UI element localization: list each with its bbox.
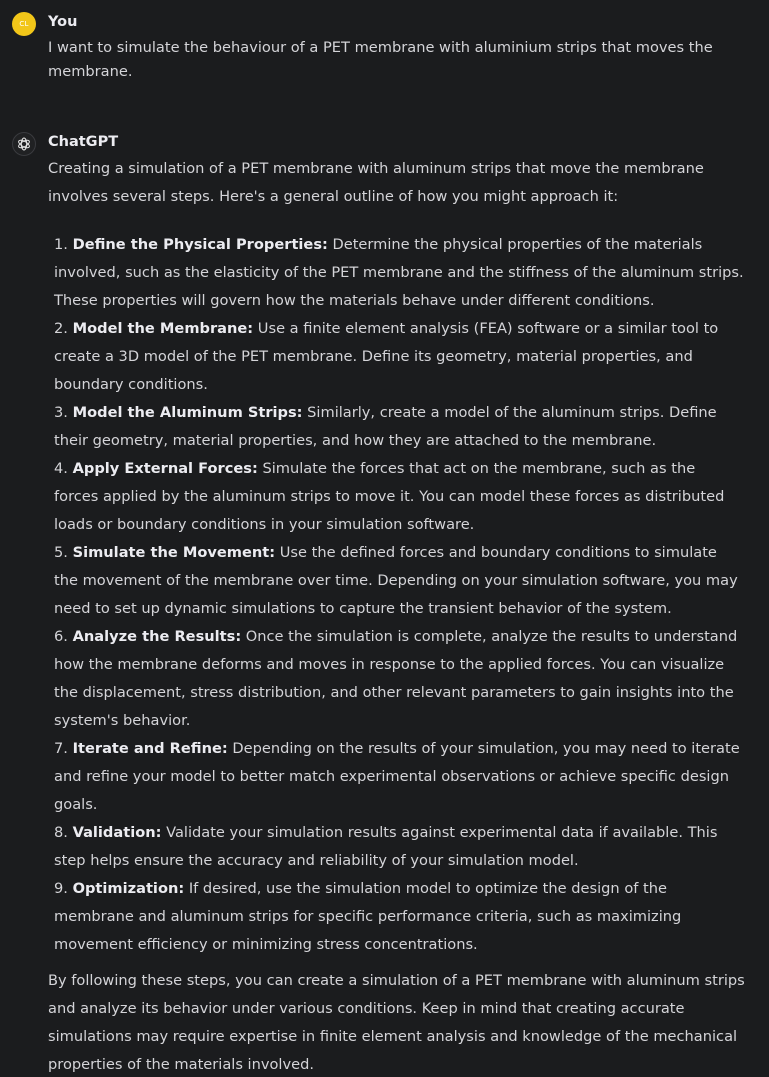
- step-body: Depending on the results of your simulation, you may need to iterate and refine your model to better match experimental observations or achieve specific design goals.: [54, 740, 740, 813]
- step-body: Simulate the forces that act on the membrane, such as the forces applied by the aluminum strips to move it. You can model these forces as distributed loads or boundary conditions in your simulation software.: [54, 460, 725, 533]
- step-number: 8.: [54, 824, 68, 841]
- step-title: Validation:: [72, 824, 162, 841]
- user-avatar: [12, 12, 36, 36]
- step-number: 5.: [54, 544, 68, 561]
- step-number: 7.: [54, 740, 68, 757]
- step-title: Model the Aluminum Strips:: [72, 404, 303, 421]
- step-item: [54, 231, 744, 315]
- steps-list: [54, 231, 744, 959]
- assistant-intro: Creating a simulation of a PET membrane with aluminum strips that move the membrane involves several steps. Here's a general outline of how you might approach it:: [48, 160, 704, 205]
- step-title: Model the Membrane:: [72, 320, 254, 337]
- step-title: Analyze the Results:: [72, 628, 242, 645]
- step-item: [54, 399, 744, 455]
- step-body: Once the simulation is complete, analyze the results to understand how the membrane deforms and moves in response to the applied forces. You can visualize the displacement, stress distribution, and other relevant parameters to gain insights into the system's behavior.: [54, 628, 738, 729]
- step-body: Use a finite element analysis (FEA) software or a similar tool to create a 3D model of the PET membrane. Define its geometry, material properties, and boundary conditions.: [54, 320, 719, 393]
- assistant-avatar: [12, 132, 36, 156]
- step-number: 1.: [54, 236, 68, 253]
- step-title: Apply External Forces:: [72, 460, 258, 477]
- step-number: 9.: [54, 880, 68, 897]
- assistant-conclusion: By following these steps, you can create a simulation of a PET membrane with aluminum strips and analyze its behavior under various conditions. Keep in mind that creating accurate simulations may require expertise in finite element analysis and knowledge of the mechanical properties of the materials involved.: [48, 972, 745, 1073]
- step-item: [54, 455, 744, 539]
- user-author-name: You: [48, 14, 78, 30]
- step-body: Determine the physical properties of the materials involved, such as the elasticity of the PET membrane and the stiffness of the aluminum strips. These properties will govern how the materials behave under different conditions.: [54, 236, 744, 309]
- openai-logo-icon: [16, 136, 32, 152]
- step-number: 6.: [54, 628, 68, 645]
- assistant-author-name: ChatGPT: [48, 134, 119, 150]
- user-avatar-initials: CL: [19, 20, 29, 28]
- step-number: 3.: [54, 404, 68, 421]
- step-body: If desired, use the simulation model to optimize the design of the membrane and aluminum strips for specific performance criteria, such as maximizing movement efficiency or minimizing stress concentrations.: [54, 880, 682, 953]
- step-item: [54, 875, 744, 959]
- step-item: [54, 819, 744, 875]
- step-item: [54, 623, 744, 735]
- user-message-text: I want to simulate the behaviour of a PET membrane with aluminium strips that moves the membrane.: [48, 39, 713, 80]
- step-number: 4.: [54, 460, 68, 477]
- step-item: [54, 315, 744, 399]
- step-item: [54, 735, 744, 819]
- step-body: Similarly, create a model of the aluminum strips. Define their geometry, material properties, and how they are attached to the membrane.: [54, 404, 717, 449]
- step-title: Optimization:: [72, 880, 185, 897]
- step-number: 2.: [54, 320, 68, 337]
- step-title: Simulate the Movement:: [72, 544, 276, 561]
- step-body: Use the defined forces and boundary conditions to simulate the movement of the membrane over time. Depending on your simulation software, you may need to set up dynamic simulations to capture the transient behavior of the system.: [54, 544, 738, 617]
- step-title: Iterate and Refine:: [72, 740, 228, 757]
- step-item: [54, 539, 744, 623]
- step-body: Validate your simulation results against experimental data if available. This step helps ensure the accuracy and reliability of your simulation model.: [54, 824, 718, 869]
- step-title: Define the Physical Properties:: [72, 236, 328, 253]
